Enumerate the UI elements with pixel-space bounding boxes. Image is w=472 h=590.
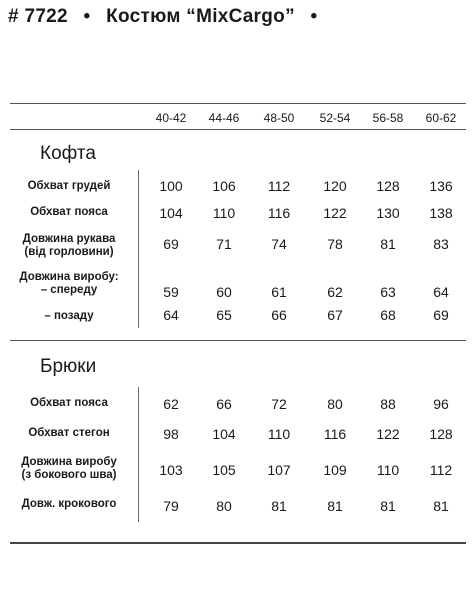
- row-label: Довжина виробу: – спереду: [19, 271, 119, 296]
- table-cell: 78: [327, 236, 343, 252]
- table-cell: 66: [271, 307, 287, 323]
- table-cell: 83: [433, 236, 449, 252]
- table-cell: 122: [376, 426, 400, 442]
- table-cell: 61: [271, 284, 287, 300]
- section-title-trousers: Брюки: [40, 356, 97, 377]
- row-label: Довж. крокового: [21, 498, 117, 510]
- table-cell: 112: [267, 178, 291, 194]
- table-cell: 62: [163, 396, 179, 412]
- table-cell: 130: [376, 205, 400, 221]
- product-name: Костюм “MixCargo”: [106, 6, 295, 27]
- row-label: – позаду: [44, 310, 94, 322]
- table-cell: 80: [327, 396, 343, 412]
- table-cell: 88: [380, 396, 396, 412]
- header-rule: [10, 129, 466, 130]
- table-cell: 110: [212, 205, 236, 221]
- table-cell: 71: [216, 236, 232, 252]
- table-cell: 64: [163, 307, 179, 323]
- table-cell: 80: [216, 498, 232, 514]
- table-cell: 112: [429, 462, 453, 478]
- size-header: 52-54: [319, 111, 351, 125]
- table-cell: 68: [380, 307, 396, 323]
- table-cell: 81: [380, 498, 396, 514]
- table-cell: 79: [163, 498, 179, 514]
- table-cell: 105: [212, 462, 236, 478]
- table-cell: 69: [163, 236, 179, 252]
- table-bottom-rule: [10, 542, 466, 544]
- size-header: 48-50: [263, 111, 295, 125]
- table-cell: 138: [429, 205, 453, 221]
- table-cell: 110: [376, 462, 400, 478]
- table-cell: 81: [271, 498, 287, 514]
- table-cell: 98: [163, 426, 179, 442]
- trousers-column-divider: [138, 387, 139, 522]
- table-cell: 65: [216, 307, 232, 323]
- table-cell: 72: [271, 396, 287, 412]
- table-cell: 81: [433, 498, 449, 514]
- section-divider-rule: [10, 340, 466, 341]
- table-cell: 59: [163, 284, 179, 300]
- table-cell: 107: [267, 462, 291, 478]
- table-cell: 128: [429, 426, 453, 442]
- row-label: Обхват поясa: [30, 206, 108, 218]
- table-cell: 122: [323, 205, 347, 221]
- table-cell: 81: [380, 236, 396, 252]
- table-cell: 106: [212, 178, 236, 194]
- row-label: Довжина рукава (від горловини): [22, 233, 116, 258]
- table-cell: 67: [327, 307, 343, 323]
- table-cell: 109: [323, 462, 347, 478]
- table-cell: 110: [267, 426, 291, 442]
- page-title: [8, 6, 327, 28]
- table-cell: 62: [327, 284, 343, 300]
- row-label: Обхват стегон: [28, 427, 110, 439]
- row-label: Довжина виробу (з бокового шва): [21, 456, 117, 481]
- table-cell: 128: [376, 178, 400, 194]
- table-cell: 120: [323, 178, 347, 194]
- title-separator: •: [83, 6, 91, 27]
- table-cell: 116: [323, 426, 347, 442]
- table-cell: 69: [433, 307, 449, 323]
- table-cell: 104: [212, 426, 236, 442]
- table-cell: 136: [429, 178, 453, 194]
- table-cell: 116: [267, 205, 291, 221]
- row-label: Обхват пояса: [30, 397, 108, 409]
- row-label: Обхват грудей: [27, 180, 111, 192]
- table-cell: 63: [380, 284, 396, 300]
- size-header: 44-46: [208, 111, 240, 125]
- table-cell: 74: [271, 236, 287, 252]
- size-header: 40-42: [155, 111, 187, 125]
- size-header: 56-58: [372, 111, 404, 125]
- table-cell: 81: [327, 498, 343, 514]
- article-code: # 7722: [8, 6, 68, 27]
- title-separator-end: •: [310, 6, 318, 27]
- size-header: 60-62: [425, 111, 457, 125]
- table-cell: 60: [216, 284, 232, 300]
- section-title-jacket: Кофта: [40, 143, 96, 164]
- table-cell: 100: [159, 178, 183, 194]
- table-top-rule: [10, 103, 466, 104]
- table-cell: 66: [216, 396, 232, 412]
- table-cell: 96: [433, 396, 449, 412]
- table-cell: 64: [433, 284, 449, 300]
- jacket-column-divider: [138, 170, 139, 328]
- table-cell: 103: [159, 462, 183, 478]
- table-cell: 104: [159, 205, 183, 221]
